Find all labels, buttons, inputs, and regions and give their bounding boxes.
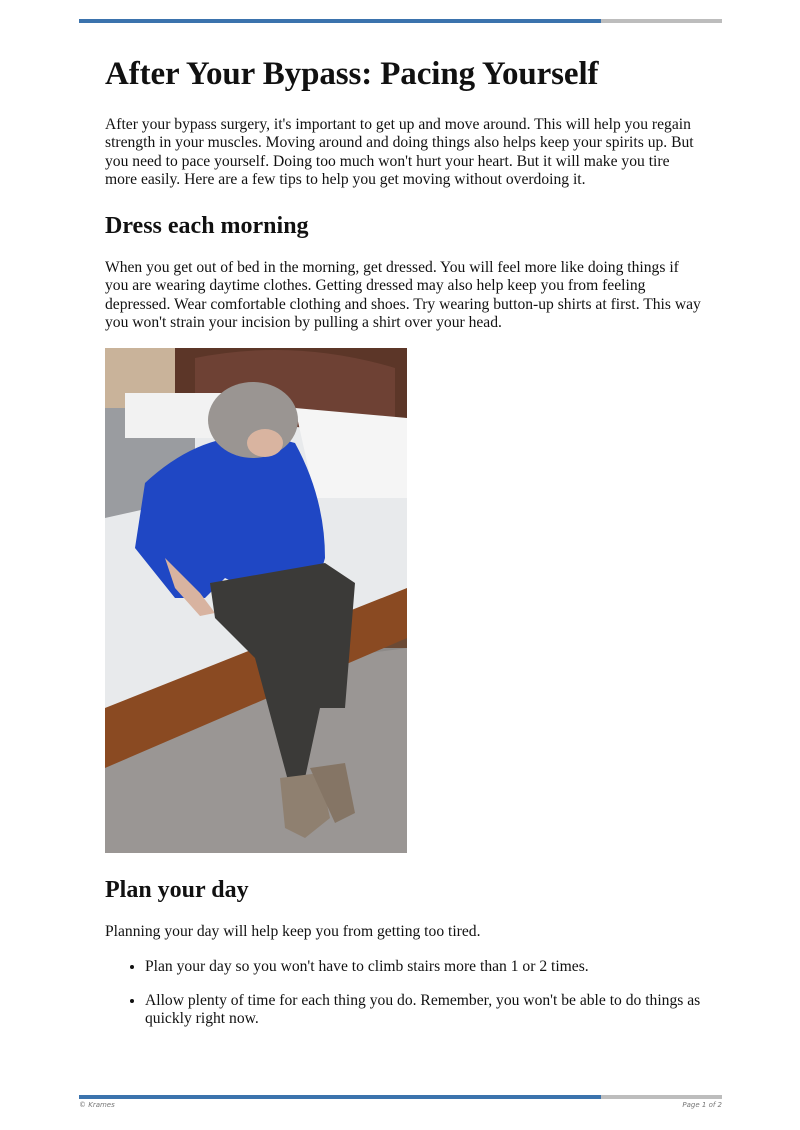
page-title: After Your Bypass: Pacing Yourself	[105, 56, 599, 92]
page-number: Page 1 of 2	[682, 1101, 722, 1109]
footer-rule	[79, 1095, 722, 1099]
list-item: • Allow plenty of time for each thing you do. Remember, you won't be able to do things as quickly right now.	[145, 992, 705, 1029]
section-heading-plan: Plan your day	[105, 877, 249, 904]
footer-rule-accent	[79, 1095, 601, 1099]
section-heading-dress: Dress each morning	[105, 213, 309, 240]
header-rule	[79, 19, 722, 23]
header-rule-accent	[79, 19, 601, 23]
photo-illustration	[105, 348, 407, 853]
page-footer	[79, 1101, 722, 1109]
copyright-text: © Krames	[79, 1101, 115, 1109]
photo-woman-dressing	[105, 348, 407, 853]
footer-rule-gray	[601, 1095, 722, 1099]
intro-paragraph: After your bypass surgery, it's important to get up and move around. This will help you regain strength in your muscles. Moving around and doing things also helps keep your spirits up. But you need to pace yourself. Doing too much won't hurt your heart. But it will make you tire more easily. Here are a few tips to help you get moving without overdoing it.	[105, 116, 694, 188]
plan-bullet-list	[105, 958, 705, 1029]
section-body-plan: Planning your day will help keep you from getting too tired.	[105, 923, 481, 941]
list-item: • Plan your day so you won't have to climb stairs more than 1 or 2 times.	[145, 958, 705, 976]
document-body	[105, 52, 705, 1045]
section-body-dress: When you get out of bed in the morning, get dressed. You will feel more like doing things if you are wearing daytime clothes. Getting dressed may also help keep you from feeling depressed. Wear comfortable clothing and shoes. Try wearing button-up shirts at first. This way you won't strain your incision by pulling a shirt over your head.	[105, 259, 701, 332]
header-rule-gray	[601, 19, 722, 23]
